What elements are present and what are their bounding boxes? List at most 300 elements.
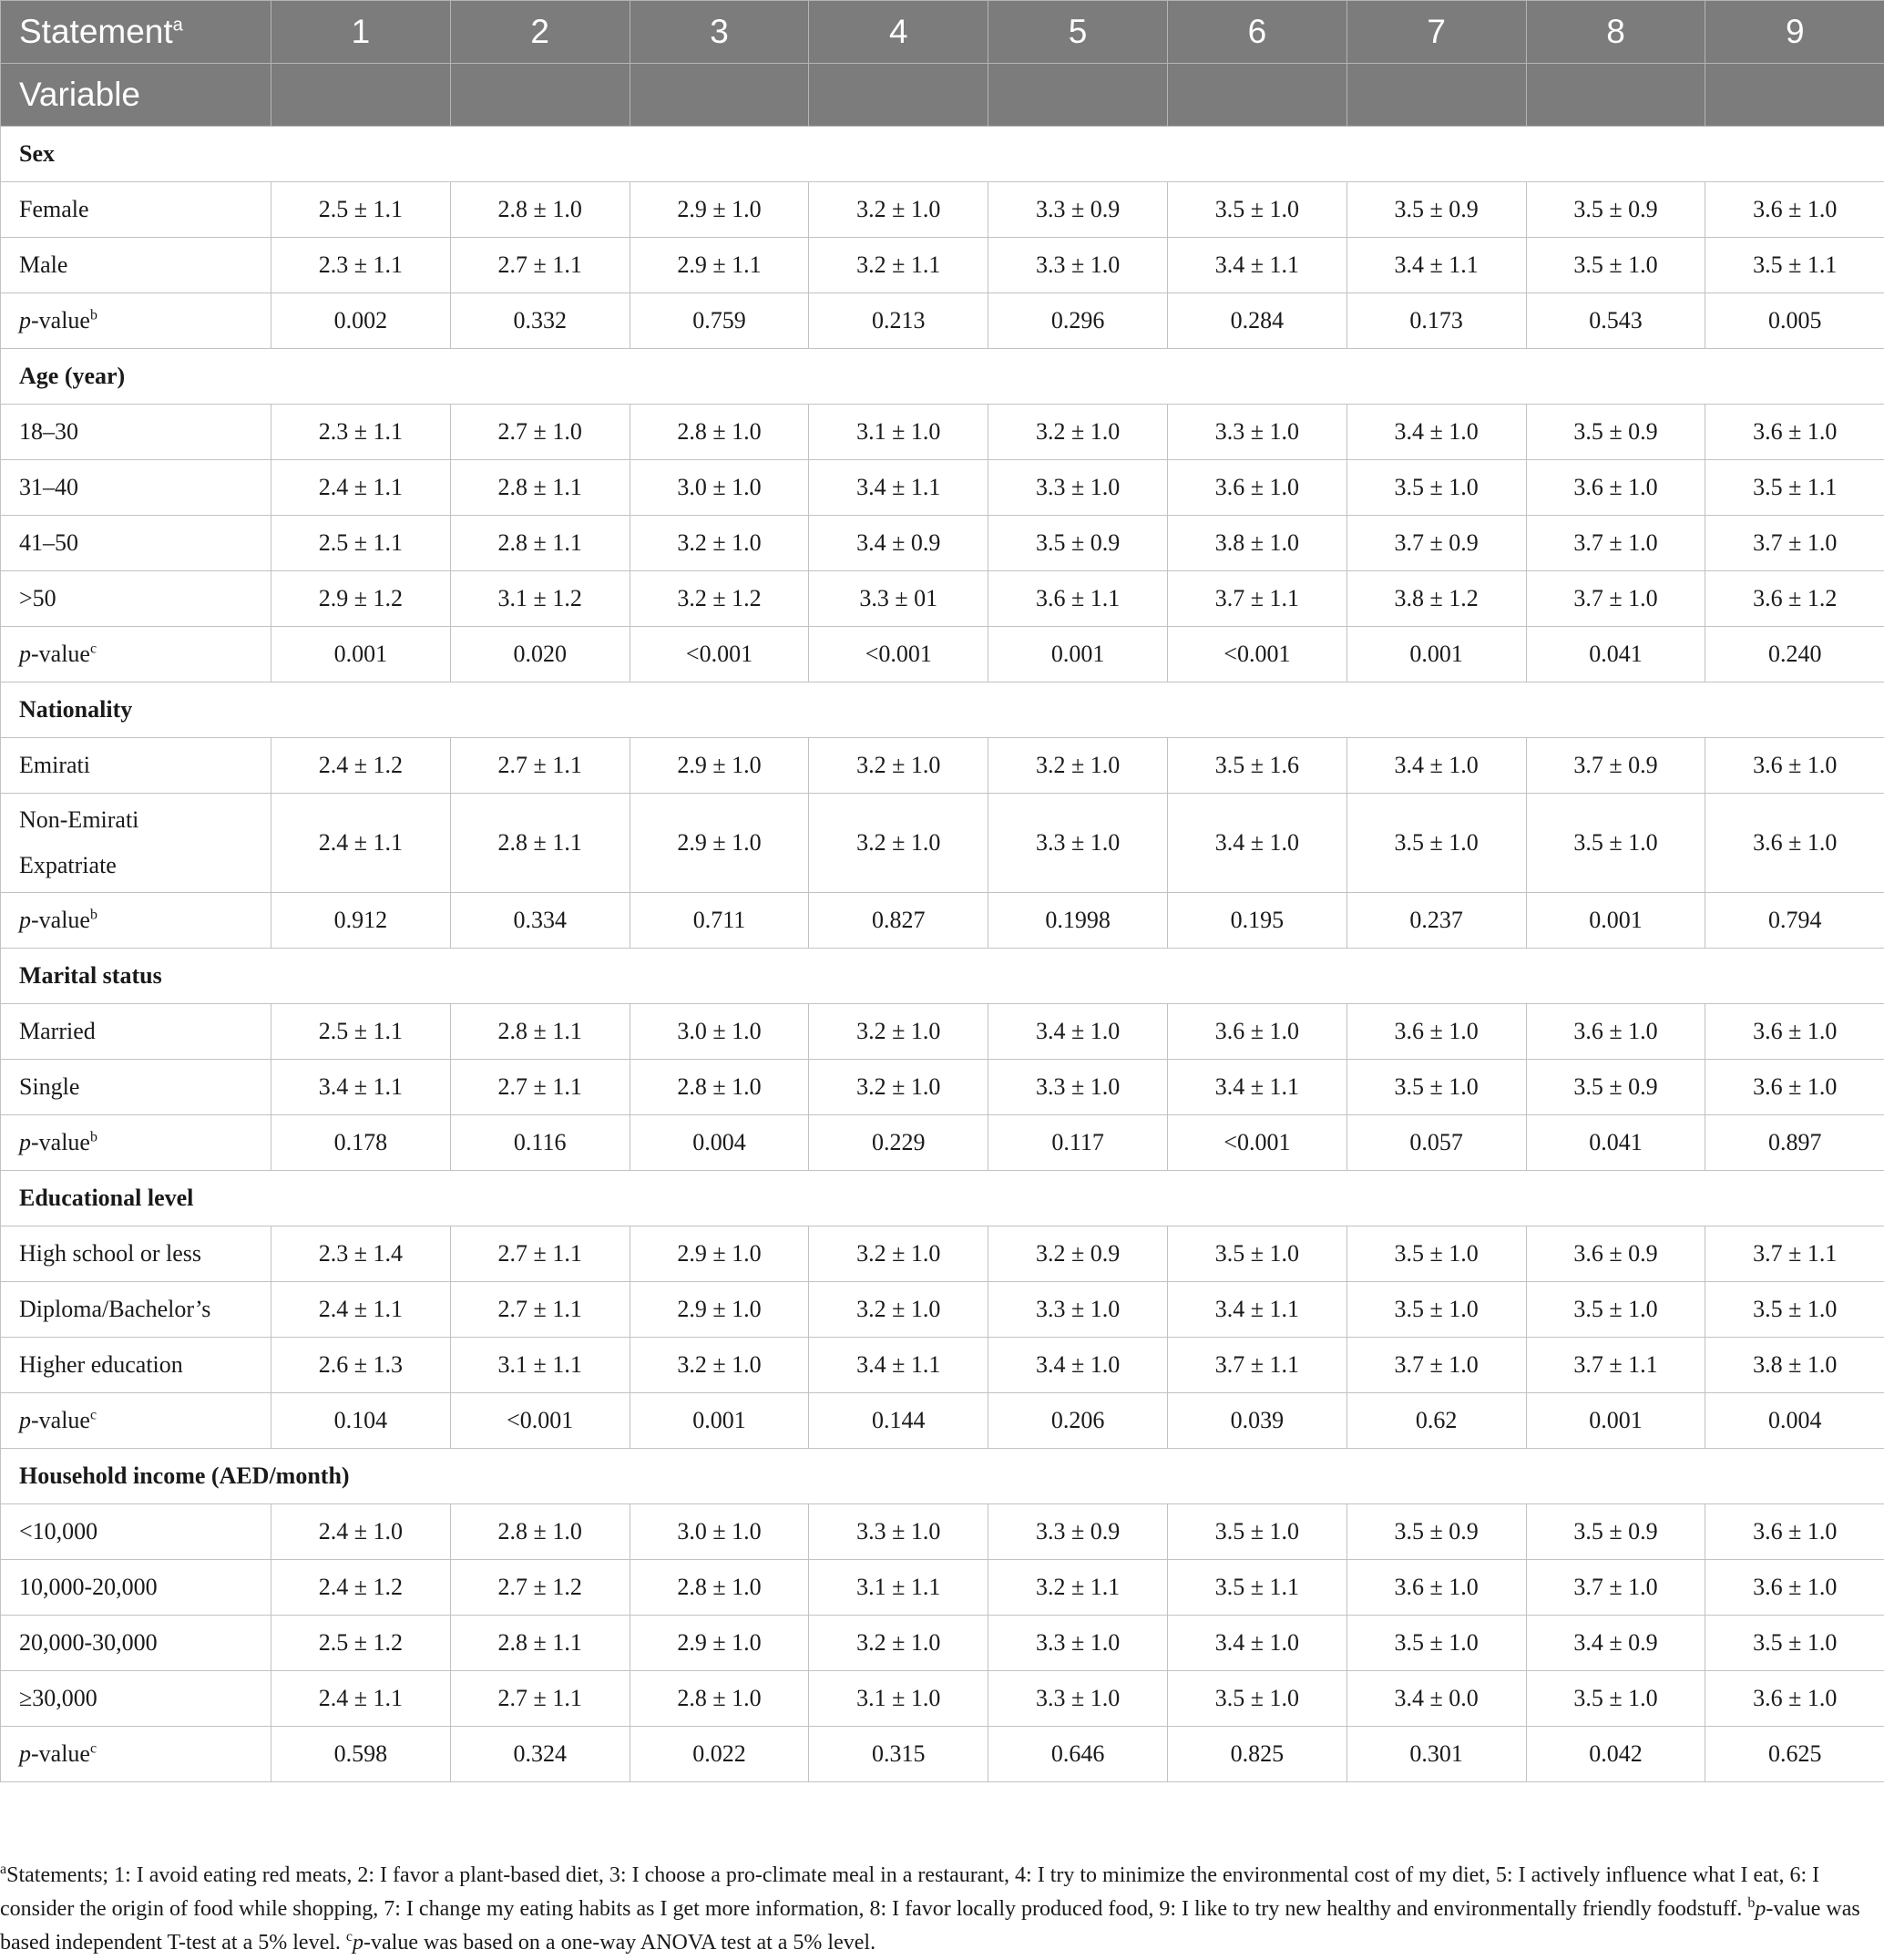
row-label-line2: Expatriate bbox=[19, 852, 117, 878]
table-cell: 3.3 ± 01 bbox=[809, 571, 988, 627]
table-cell: 0.041 bbox=[1526, 1115, 1705, 1171]
table-cell: 0.022 bbox=[630, 1727, 809, 1782]
table-cell: 0.042 bbox=[1526, 1727, 1705, 1782]
footnote-a-sup: a bbox=[0, 1862, 6, 1877]
row-label-text: -value bbox=[31, 307, 90, 334]
table-cell: 3.3 ± 0.9 bbox=[988, 182, 1168, 238]
table-cell: 0.62 bbox=[1346, 1393, 1526, 1449]
footnote-b-italic: p bbox=[1755, 1897, 1766, 1921]
table-row bbox=[1, 571, 1884, 627]
table-row bbox=[1, 516, 1884, 571]
row-label-italic: p bbox=[19, 1129, 31, 1155]
table-cell: 2.8 ± 1.1 bbox=[450, 460, 630, 516]
row-label-italic: p bbox=[19, 641, 31, 667]
table-cell: 2.9 ± 1.2 bbox=[271, 571, 451, 627]
table-cell: 3.5 ± 1.0 bbox=[1346, 460, 1526, 516]
row-label-text: -value bbox=[31, 1740, 90, 1767]
table-cell: 3.2 ± 1.0 bbox=[988, 405, 1168, 460]
table-cell: 3.2 ± 1.0 bbox=[809, 1060, 988, 1115]
table-cell: 0.173 bbox=[1346, 293, 1526, 349]
row-label bbox=[1, 516, 271, 571]
row-label bbox=[1, 893, 271, 949]
column-header-empty bbox=[809, 64, 988, 127]
table-cell: 3.2 ± 1.0 bbox=[988, 738, 1168, 794]
table-cell: 3.7 ± 1.0 bbox=[1705, 516, 1884, 571]
table-cell: 3.4 ± 1.1 bbox=[1167, 1282, 1346, 1338]
table-cell: 3.4 ± 1.0 bbox=[1167, 794, 1346, 893]
footnote-c-sup: c bbox=[346, 1929, 353, 1945]
row-label-italic: p bbox=[19, 1407, 31, 1433]
header-row-statement bbox=[1, 1, 1884, 64]
section-row bbox=[1, 949, 1884, 1004]
table-row bbox=[1, 1226, 1884, 1282]
table-cell: 2.4 ± 1.2 bbox=[271, 1560, 451, 1616]
table-cell: 3.3 ± 1.0 bbox=[988, 1060, 1168, 1115]
table-cell: 2.8 ± 1.0 bbox=[630, 405, 809, 460]
table-body bbox=[1, 127, 1884, 1782]
table-cell: 2.7 ± 1.1 bbox=[450, 238, 630, 293]
column-header-empty bbox=[271, 64, 451, 127]
table-row bbox=[1, 1560, 1884, 1616]
table-cell: 3.2 ± 1.0 bbox=[809, 1004, 988, 1060]
row-label-text: <10,000 bbox=[19, 1518, 97, 1544]
table-cell: 0.711 bbox=[630, 893, 809, 949]
row-label-sup: c bbox=[90, 641, 97, 656]
table-cell: 0.213 bbox=[809, 293, 988, 349]
row-label bbox=[1, 1671, 271, 1727]
table-cell: 3.7 ± 1.0 bbox=[1346, 1338, 1526, 1393]
table-cell: 2.8 ± 1.0 bbox=[630, 1060, 809, 1115]
table-cell: 3.6 ± 1.2 bbox=[1705, 571, 1884, 627]
table-cell: 3.2 ± 1.0 bbox=[630, 1338, 809, 1393]
table-cell: 3.7 ± 1.1 bbox=[1705, 1226, 1884, 1282]
table-cell: 3.1 ± 1.2 bbox=[450, 571, 630, 627]
table-cell: 3.5 ± 1.0 bbox=[1526, 794, 1705, 893]
table-cell: 3.6 ± 1.0 bbox=[1705, 794, 1884, 893]
table-cell: 3.5 ± 1.0 bbox=[1167, 1504, 1346, 1560]
table-header bbox=[1, 1, 1884, 127]
table-cell: 3.5 ± 1.0 bbox=[1167, 1226, 1346, 1282]
column-header-empty bbox=[1167, 64, 1346, 127]
table-cell: 2.9 ± 1.0 bbox=[630, 1226, 809, 1282]
row-label-text: Diploma/Bachelor’s bbox=[19, 1296, 210, 1322]
footnote-c-text: -value was based on a one-way ANOVA test at a 5% level. bbox=[363, 1931, 875, 1955]
table-cell: 3.5 ± 1.0 bbox=[1705, 1616, 1884, 1671]
table-cell: 3.2 ± 1.0 bbox=[809, 182, 988, 238]
table-cell: 3.4 ± 0.9 bbox=[1526, 1616, 1705, 1671]
row-label-text: 18–30 bbox=[19, 418, 78, 445]
column-header-empty bbox=[1705, 64, 1884, 127]
table-row bbox=[1, 293, 1884, 349]
table-cell: 0.301 bbox=[1346, 1727, 1526, 1782]
row-label-sup: c bbox=[90, 1407, 97, 1422]
table-cell: 3.5 ± 1.1 bbox=[1705, 460, 1884, 516]
footnote-b-text: -value was based independent T-test at a 5% level. bbox=[0, 1897, 1860, 1955]
table-cell: 2.7 ± 1.1 bbox=[450, 1671, 630, 1727]
row-label bbox=[1, 1338, 271, 1393]
table-cell: 0.229 bbox=[809, 1115, 988, 1171]
table-cell: 3.6 ± 1.0 bbox=[1526, 460, 1705, 516]
row-label-text: -value bbox=[31, 907, 90, 933]
row-label bbox=[1, 627, 271, 682]
table-cell: 0.296 bbox=[988, 293, 1168, 349]
row-label-text: -value bbox=[31, 1129, 90, 1155]
row-label-text: Male bbox=[19, 251, 67, 278]
table-cell: 2.8 ± 1.0 bbox=[450, 182, 630, 238]
column-header: 6 bbox=[1167, 1, 1346, 64]
table-cell: 3.4 ± 1.0 bbox=[988, 1004, 1168, 1060]
table-cell: 2.7 ± 1.0 bbox=[450, 405, 630, 460]
table-cell: 3.5 ± 1.0 bbox=[1526, 1282, 1705, 1338]
table-row bbox=[1, 1616, 1884, 1671]
table-row bbox=[1, 1504, 1884, 1560]
table-cell: 3.7 ± 1.1 bbox=[1167, 571, 1346, 627]
table-cell: <0.001 bbox=[1167, 627, 1346, 682]
row-label bbox=[1, 1560, 271, 1616]
table-cell: 3.7 ± 1.1 bbox=[1526, 1338, 1705, 1393]
table-cell: 3.8 ± 1.2 bbox=[1346, 571, 1526, 627]
table-cell: 0.104 bbox=[271, 1393, 451, 1449]
table-cell: 2.5 ± 1.1 bbox=[271, 516, 451, 571]
table-cell: 2.9 ± 1.0 bbox=[630, 182, 809, 238]
table-cell: 3.4 ± 1.1 bbox=[1346, 238, 1526, 293]
table-cell: 2.9 ± 1.1 bbox=[630, 238, 809, 293]
table-cell: 3.3 ± 0.9 bbox=[988, 1504, 1168, 1560]
table-cell: 2.4 ± 1.1 bbox=[271, 794, 451, 893]
table-cell: 3.7 ± 1.1 bbox=[1167, 1338, 1346, 1393]
table-cell: 3.5 ± 1.0 bbox=[1167, 1671, 1346, 1727]
table-row bbox=[1, 182, 1884, 238]
section-row bbox=[1, 682, 1884, 738]
table-cell: 0.004 bbox=[630, 1115, 809, 1171]
table-cell: 3.2 ± 1.2 bbox=[630, 571, 809, 627]
table-cell: 3.5 ± 1.0 bbox=[1167, 182, 1346, 238]
table-cell: <0.001 bbox=[809, 627, 988, 682]
table-cell: 0.002 bbox=[271, 293, 451, 349]
table-cell: 3.3 ± 1.0 bbox=[988, 1616, 1168, 1671]
table-cell: <0.001 bbox=[630, 627, 809, 682]
table-cell: 3.6 ± 1.0 bbox=[1705, 1504, 1884, 1560]
table-footnote bbox=[0, 1859, 1884, 1960]
table-row bbox=[1, 1393, 1884, 1449]
table-cell: 3.5 ± 1.1 bbox=[1705, 238, 1884, 293]
table-cell: 3.5 ± 1.1 bbox=[1167, 1560, 1346, 1616]
row-label bbox=[1, 738, 271, 794]
table-cell: 3.0 ± 1.0 bbox=[630, 1004, 809, 1060]
table-row bbox=[1, 1060, 1884, 1115]
table-cell: 3.2 ± 0.9 bbox=[988, 1226, 1168, 1282]
table-cell: 3.3 ± 1.0 bbox=[988, 1282, 1168, 1338]
section-title: Marital status bbox=[1, 949, 1884, 1004]
table-cell: 2.9 ± 1.0 bbox=[630, 1616, 809, 1671]
row-label-sup: b bbox=[90, 1129, 97, 1144]
table-cell: 3.5 ± 0.9 bbox=[1526, 1504, 1705, 1560]
table-cell: 3.3 ± 1.0 bbox=[1167, 405, 1346, 460]
section-title: Age (year) bbox=[1, 349, 1884, 405]
row-label-text: Married bbox=[19, 1018, 96, 1044]
table-cell: 3.6 ± 1.0 bbox=[1705, 405, 1884, 460]
table-cell: 2.8 ± 1.0 bbox=[630, 1671, 809, 1727]
table-cell: 0.057 bbox=[1346, 1115, 1526, 1171]
row-label-text: Higher education bbox=[19, 1351, 183, 1378]
table-cell: 3.5 ± 1.0 bbox=[1346, 794, 1526, 893]
table-cell: 0.912 bbox=[271, 893, 451, 949]
table-cell: 0.334 bbox=[450, 893, 630, 949]
table-cell: 0.001 bbox=[630, 1393, 809, 1449]
table-cell: 3.1 ± 1.1 bbox=[809, 1560, 988, 1616]
table-cell: 2.8 ± 1.0 bbox=[450, 1504, 630, 1560]
table-cell: 3.6 ± 0.9 bbox=[1526, 1226, 1705, 1282]
table-cell: 0.001 bbox=[988, 627, 1168, 682]
row-label-text: >50 bbox=[19, 585, 56, 611]
table-cell: 3.4 ± 0.9 bbox=[809, 516, 988, 571]
table-cell: 2.7 ± 1.2 bbox=[450, 1560, 630, 1616]
table-cell: 2.4 ± 1.1 bbox=[271, 1282, 451, 1338]
table-cell: 0.240 bbox=[1705, 627, 1884, 682]
table-cell: 3.3 ± 1.0 bbox=[988, 794, 1168, 893]
table-cell: 0.315 bbox=[809, 1727, 988, 1782]
section-title: Sex bbox=[1, 127, 1884, 182]
table-cell: 2.4 ± 1.0 bbox=[271, 1504, 451, 1560]
table-cell: 3.1 ± 1.0 bbox=[809, 1671, 988, 1727]
table-row bbox=[1, 794, 1884, 893]
table-cell: 3.4 ± 1.0 bbox=[1346, 738, 1526, 794]
table-row bbox=[1, 1338, 1884, 1393]
table-cell: 3.2 ± 1.0 bbox=[809, 1282, 988, 1338]
table-cell: 0.324 bbox=[450, 1727, 630, 1782]
column-header-empty bbox=[630, 64, 809, 127]
table-cell: 3.6 ± 1.0 bbox=[1346, 1004, 1526, 1060]
table-cell: 3.6 ± 1.1 bbox=[988, 571, 1168, 627]
table-cell: 0.041 bbox=[1526, 627, 1705, 682]
table-row bbox=[1, 460, 1884, 516]
table-cell: 3.3 ± 1.0 bbox=[988, 460, 1168, 516]
table-cell: 3.8 ± 1.0 bbox=[1705, 1338, 1884, 1393]
column-header: 2 bbox=[450, 1, 630, 64]
row-label-text: 31–40 bbox=[19, 474, 78, 500]
table-cell: 0.825 bbox=[1167, 1727, 1346, 1782]
row-label-text: -value bbox=[31, 641, 90, 667]
row-label bbox=[1, 238, 271, 293]
table-cell: 3.4 ± 1.0 bbox=[1346, 405, 1526, 460]
table-row bbox=[1, 1282, 1884, 1338]
table-cell: 3.4 ± 1.1 bbox=[809, 460, 988, 516]
section-row bbox=[1, 349, 1884, 405]
table-cell: 2.9 ± 1.0 bbox=[630, 1282, 809, 1338]
table-cell: 0.001 bbox=[1526, 1393, 1705, 1449]
row-label-text: 41–50 bbox=[19, 529, 78, 556]
table-cell: 0.827 bbox=[809, 893, 988, 949]
column-header-empty bbox=[1526, 64, 1705, 127]
column-header: 7 bbox=[1346, 1, 1526, 64]
table-cell: 2.4 ± 1.1 bbox=[271, 1671, 451, 1727]
row-label bbox=[1, 1282, 271, 1338]
table-cell: 3.7 ± 1.0 bbox=[1526, 1560, 1705, 1616]
table-cell: 2.7 ± 1.1 bbox=[450, 738, 630, 794]
table-row bbox=[1, 738, 1884, 794]
header-row-variable bbox=[1, 64, 1884, 127]
row-label-text: Emirati bbox=[19, 752, 90, 778]
table-cell: 0.005 bbox=[1705, 293, 1884, 349]
table-cell: 0.039 bbox=[1167, 1393, 1346, 1449]
table-row bbox=[1, 238, 1884, 293]
table-cell: 3.5 ± 1.0 bbox=[1346, 1060, 1526, 1115]
table-cell: 2.8 ± 1.1 bbox=[450, 1004, 630, 1060]
column-header-empty bbox=[988, 64, 1168, 127]
row-label-text: 10,000-20,000 bbox=[19, 1574, 158, 1600]
row-label-italic: p bbox=[19, 1740, 31, 1767]
row-label bbox=[1, 571, 271, 627]
table-cell: <0.001 bbox=[1167, 1115, 1346, 1171]
table-cell: 2.3 ± 1.1 bbox=[271, 405, 451, 460]
row-label bbox=[1, 1115, 271, 1171]
table-cell: 3.5 ± 0.9 bbox=[1526, 1060, 1705, 1115]
table-cell: 3.5 ± 0.9 bbox=[1526, 182, 1705, 238]
row-label-text: Single bbox=[19, 1073, 79, 1100]
column-header: 3 bbox=[630, 1, 809, 64]
table-cell: 3.5 ± 0.9 bbox=[988, 516, 1168, 571]
table-cell: 3.4 ± 1.0 bbox=[988, 1338, 1168, 1393]
table-cell: 0.116 bbox=[450, 1115, 630, 1171]
table-cell: 3.6 ± 1.0 bbox=[1705, 1560, 1884, 1616]
table-cell: 3.2 ± 1.1 bbox=[809, 238, 988, 293]
table-cell: 3.2 ± 1.0 bbox=[630, 516, 809, 571]
table-cell: 3.6 ± 1.0 bbox=[1705, 738, 1884, 794]
table-cell: 3.6 ± 1.0 bbox=[1705, 1004, 1884, 1060]
table-cell: 3.5 ± 1.0 bbox=[1346, 1226, 1526, 1282]
table-cell: 0.178 bbox=[271, 1115, 451, 1171]
table-cell: 0.284 bbox=[1167, 293, 1346, 349]
table-cell: 3.0 ± 1.0 bbox=[630, 1504, 809, 1560]
table-cell: 3.6 ± 1.0 bbox=[1167, 1004, 1346, 1060]
table-cell: 0.001 bbox=[1526, 893, 1705, 949]
row-label bbox=[1, 1727, 271, 1782]
table-cell: 3.6 ± 1.0 bbox=[1705, 182, 1884, 238]
table-cell: 2.5 ± 1.1 bbox=[271, 182, 451, 238]
section-title: Educational level bbox=[1, 1171, 1884, 1226]
column-header: 5 bbox=[988, 1, 1168, 64]
statement-sup: a bbox=[173, 15, 183, 36]
table-cell: 0.195 bbox=[1167, 893, 1346, 949]
table-cell: 3.4 ± 1.1 bbox=[1167, 1060, 1346, 1115]
table-cell: 2.9 ± 1.0 bbox=[630, 794, 809, 893]
table-cell: 0.237 bbox=[1346, 893, 1526, 949]
row-label-text: ≥30,000 bbox=[19, 1685, 97, 1711]
table-row bbox=[1, 405, 1884, 460]
column-header-empty bbox=[1346, 64, 1526, 127]
footnote-c-italic: p bbox=[353, 1931, 363, 1955]
footnote-a-text: Statements; 1: I avoid eating red meats, 2: I favor a plant-based diet, 3: I choose a pro-climate meal in a restaurant, 4: I try to minimize the environmental cost of my diet, 5: I actively influence what I eat, 6: I consider the origin of food while shopping, 7: I change my eating habits as I get more information, 8: I favor locally produced food, 9: I like to try new healthy and environmentally friendly foodstuff. bbox=[0, 1863, 1819, 1921]
table-cell: 2.5 ± 1.2 bbox=[271, 1616, 451, 1671]
section-title: Nationality bbox=[1, 682, 1884, 738]
footnote-b-sup: b bbox=[1747, 1895, 1755, 1911]
row-label-sup: b bbox=[90, 907, 97, 922]
row-label-text: Female bbox=[19, 196, 89, 222]
table-cell: 2.8 ± 1.0 bbox=[630, 1560, 809, 1616]
table-cell: 0.001 bbox=[1346, 627, 1526, 682]
table-cell: 2.7 ± 1.1 bbox=[450, 1226, 630, 1282]
row-label-sup: b bbox=[90, 307, 97, 323]
table-cell: 2.3 ± 1.1 bbox=[271, 238, 451, 293]
row-label bbox=[1, 1004, 271, 1060]
table-cell: 2.7 ± 1.1 bbox=[450, 1282, 630, 1338]
table-cell: 3.3 ± 1.0 bbox=[988, 238, 1168, 293]
table-cell: 3.3 ± 1.0 bbox=[988, 1671, 1168, 1727]
table-cell: 3.6 ± 1.0 bbox=[1705, 1060, 1884, 1115]
table-cell: 3.7 ± 0.9 bbox=[1346, 516, 1526, 571]
row-label bbox=[1, 460, 271, 516]
table-cell: 3.4 ± 0.0 bbox=[1346, 1671, 1526, 1727]
table-cell: 3.5 ± 1.6 bbox=[1167, 738, 1346, 794]
table-row bbox=[1, 1727, 1884, 1782]
table-cell: 2.8 ± 1.1 bbox=[450, 516, 630, 571]
statement-header: Statement$^a$ bbox=[1, 1, 271, 64]
table-cell: <0.001 bbox=[450, 1393, 630, 1449]
table-cell: 3.5 ± 1.0 bbox=[1526, 238, 1705, 293]
row-label bbox=[1, 405, 271, 460]
table-cell: 3.2 ± 1.0 bbox=[809, 738, 988, 794]
table-row bbox=[1, 1671, 1884, 1727]
table-cell: 0.001 bbox=[271, 627, 451, 682]
row-label bbox=[1, 1616, 271, 1671]
column-header: 8 bbox=[1526, 1, 1705, 64]
table-row bbox=[1, 1004, 1884, 1060]
row-label-sup: c bbox=[90, 1740, 97, 1756]
row-label bbox=[1, 293, 271, 349]
table-cell: 3.4 ± 1.0 bbox=[1167, 1616, 1346, 1671]
table-cell: 3.7 ± 0.9 bbox=[1526, 738, 1705, 794]
table-cell: 3.1 ± 1.0 bbox=[809, 405, 988, 460]
table-cell: 3.7 ± 1.0 bbox=[1526, 516, 1705, 571]
row-label bbox=[1, 1226, 271, 1282]
column-header: 9 bbox=[1705, 1, 1884, 64]
table-cell: 3.6 ± 1.0 bbox=[1167, 460, 1346, 516]
row-label-italic: p bbox=[19, 307, 31, 334]
table-cell: 2.4 ± 1.2 bbox=[271, 738, 451, 794]
column-header: 1 bbox=[271, 1, 451, 64]
section-row bbox=[1, 1449, 1884, 1504]
table-cell: 2.4 ± 1.1 bbox=[271, 460, 451, 516]
row-label-text: Non-Emirati bbox=[19, 806, 138, 833]
table-cell: 3.7 ± 1.0 bbox=[1526, 571, 1705, 627]
table-cell: 3.6 ± 1.0 bbox=[1526, 1004, 1705, 1060]
table-cell: 3.5 ± 1.0 bbox=[1526, 1671, 1705, 1727]
table-cell: 3.4 ± 1.1 bbox=[1167, 238, 1346, 293]
table-cell: 0.004 bbox=[1705, 1393, 1884, 1449]
table-cell: 3.6 ± 1.0 bbox=[1705, 1671, 1884, 1727]
row-label-text: High school or less bbox=[19, 1240, 201, 1267]
table-cell: 3.2 ± 1.0 bbox=[809, 1616, 988, 1671]
table-row bbox=[1, 1115, 1884, 1171]
table-cell: 0.543 bbox=[1526, 293, 1705, 349]
table-cell: 2.3 ± 1.4 bbox=[271, 1226, 451, 1282]
table-cell: 3.3 ± 1.0 bbox=[809, 1504, 988, 1560]
column-header: 4 bbox=[809, 1, 988, 64]
table-cell: 0.625 bbox=[1705, 1727, 1884, 1782]
table-cell: 0.897 bbox=[1705, 1115, 1884, 1171]
table-cell: 3.2 ± 1.1 bbox=[988, 1560, 1168, 1616]
table-cell: 2.6 ± 1.3 bbox=[271, 1338, 451, 1393]
table-cell: 3.2 ± 1.0 bbox=[809, 1226, 988, 1282]
table-cell: 0.598 bbox=[271, 1727, 451, 1782]
table-cell: 3.5 ± 1.0 bbox=[1346, 1282, 1526, 1338]
row-label bbox=[1, 1060, 271, 1115]
variable-header: Variable bbox=[1, 64, 271, 127]
row-label bbox=[1, 182, 271, 238]
table-cell: 0.144 bbox=[809, 1393, 988, 1449]
column-header-empty bbox=[450, 64, 630, 127]
table-cell: 0.020 bbox=[450, 627, 630, 682]
